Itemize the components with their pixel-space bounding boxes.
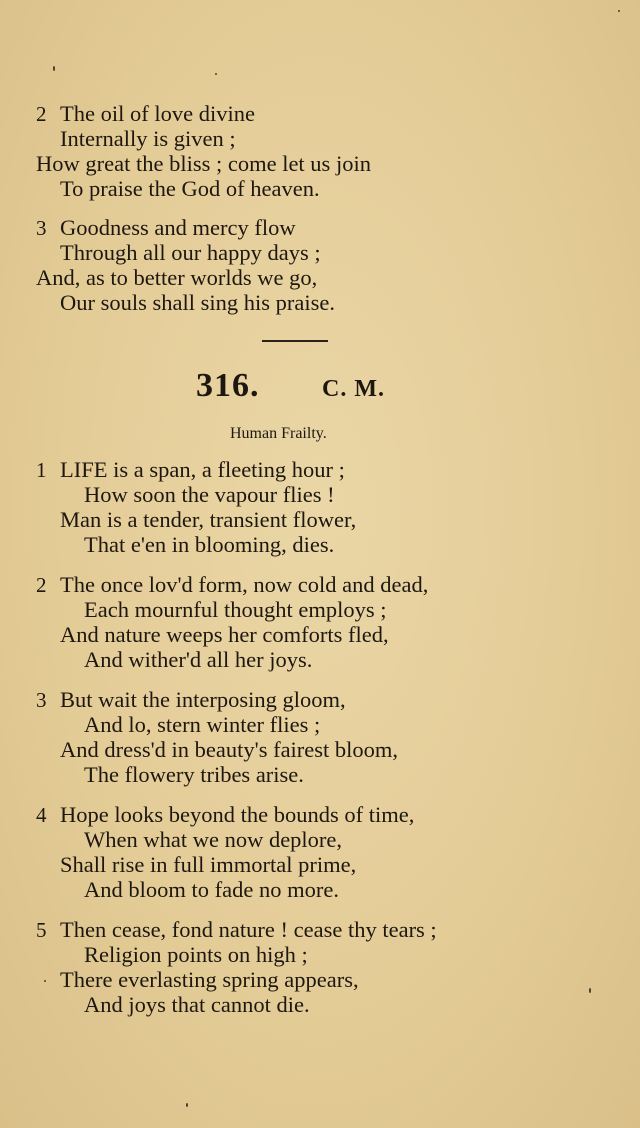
stanza-number: 4 (36, 803, 47, 827)
stanza-number: 3 (36, 688, 47, 712)
stanza-line: That e'en in blooming, dies. (84, 532, 335, 557)
stanza-number: 2 (36, 102, 47, 126)
stanza-line: Religion points on high ; (84, 942, 308, 967)
stanza-line: And lo, stern winter flies ; (84, 712, 321, 737)
paper-speck (53, 66, 55, 71)
stanza-line: To praise the God of heaven. (60, 176, 320, 201)
paper-speck (44, 980, 46, 982)
paper-speck (589, 988, 591, 993)
stanza-number: 1 (36, 458, 47, 482)
hymn-number: 316. (196, 367, 260, 404)
section-divider (262, 340, 328, 342)
stanza-line: And bloom to fade no more. (84, 877, 339, 902)
stanza-line: Hope looks beyond the bounds of time, (60, 802, 415, 827)
stanza-line: Our souls shall sing his praise. (60, 290, 335, 315)
stanza-line: The oil of love divine (60, 101, 255, 126)
paper-speck (215, 73, 217, 75)
stanza-number: 2 (36, 573, 47, 597)
stanza-line: When what we now deplore, (84, 827, 343, 852)
stanza-line: And joys that cannot die. (84, 992, 310, 1017)
stanza-line: And nature weeps her comforts fled, (60, 622, 389, 647)
paper-speck (618, 10, 620, 12)
stanza-line: Goodness and mercy flow (60, 215, 296, 240)
paper-speck (186, 1103, 188, 1107)
stanza-line: How great the bliss ; come let us join (36, 151, 371, 176)
stanza-number: 3 (36, 216, 47, 240)
stanza-line: The once lov'd form, now cold and dead, (60, 572, 429, 597)
hymn-meter: C. M. (322, 376, 385, 402)
stanza-line: Man is a tender, transient flower, (60, 507, 357, 532)
stanza-line: And, as to better worlds we go, (36, 265, 318, 290)
stanza-line: But wait the interposing gloom, (60, 687, 346, 712)
stanza-line: How soon the vapour flies ! (84, 482, 335, 507)
stanza-line: Through all our happy days ; (60, 240, 321, 265)
stanza-line: Each mournful thought employs ; (84, 597, 387, 622)
stanza-line: And dress'd in beauty's fairest bloom, (60, 737, 399, 762)
stanza-line: Then cease, fond nature ! cease thy tears ; (60, 917, 437, 942)
stanza-line: LIFE is a span, a fleeting hour ; (60, 457, 345, 482)
hymn-title: Human Frailty. (230, 425, 327, 442)
stanza-line: And wither'd all her joys. (84, 647, 313, 672)
stanza-line: Internally is given ; (60, 126, 236, 151)
stanza-line: Shall rise in full immortal prime, (60, 852, 357, 877)
stanza-line: There everlasting spring appears, (60, 967, 359, 992)
stanza-line: The flowery tribes arise. (84, 762, 304, 787)
stanza-number: 5 (36, 918, 47, 942)
